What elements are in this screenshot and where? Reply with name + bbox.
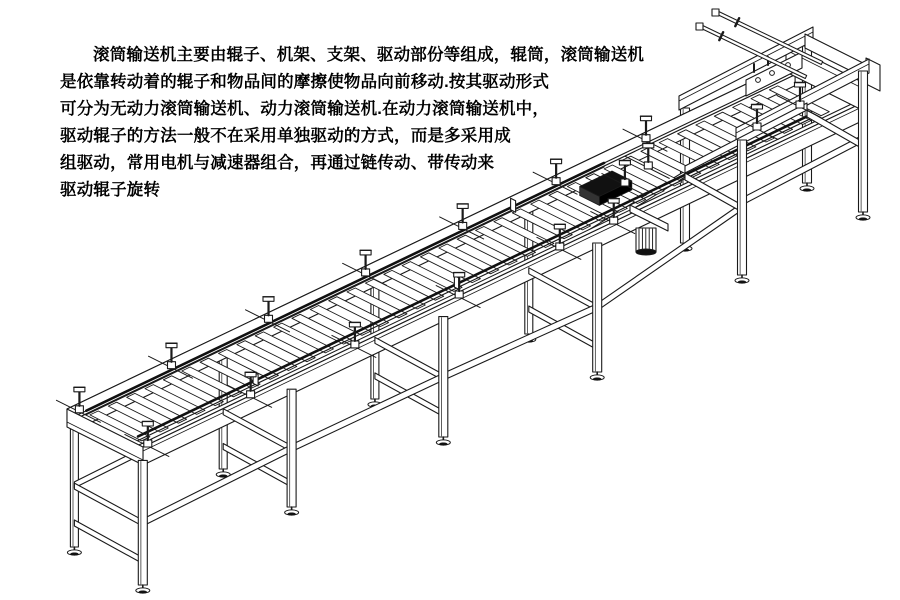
description-line: 驱动辊子的方法一般不在采用单独驱动的方式，而是多采用成 — [60, 127, 511, 145]
description-line: 是依靠转动着的辊子和物品间的摩擦使物品向前移动.按其驱动形式 — [60, 73, 550, 91]
roller-bed — [90, 86, 829, 441]
description-line: 驱动辊子旋转 — [60, 181, 161, 199]
description-line: 组驱动，常用电机与减速器组合，再通过链传动、带传动来 — [60, 154, 495, 172]
description-line: 滚筒输送机主要由辊子、机架、支架、驱动部份等组成，辊筒，滚筒输送机 — [93, 46, 645, 64]
description-line: 可分为无动力滚筒输送机、动力滚筒输送机.在动力滚筒输送机中， — [60, 100, 550, 118]
